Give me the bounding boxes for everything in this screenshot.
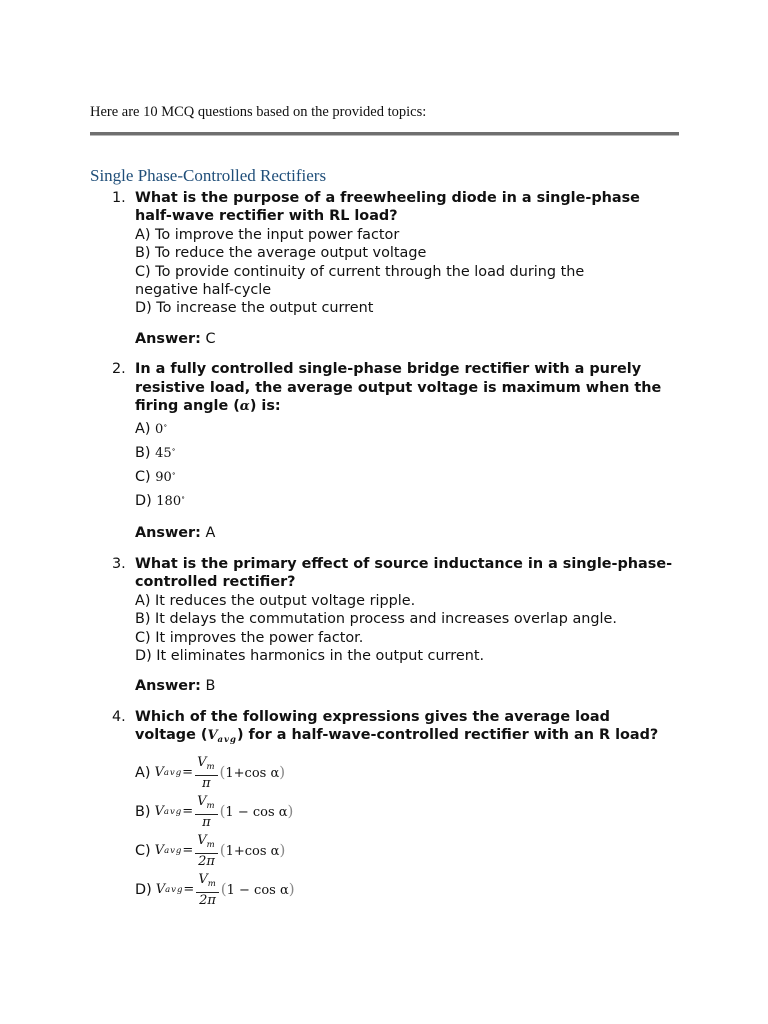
option-c: C) To provide continuity of current through the load during the negative half-cycle [135, 263, 585, 299]
question-text: Which of the following expressions gives the average load voltage $(V_{avg})$ for a half-wave-controlled rectifier with an R load? [135, 708, 659, 746]
intro-text: Here are 10 MCQ questions based on the provided topics: [90, 104, 427, 120]
option-d: D) 180∘ [135, 493, 186, 510]
option-b: B) V avg = $\frac{V_m}{\pi}$ (1 − cos α) [135, 794, 294, 831]
option-c: C) 90∘ [135, 469, 176, 486]
option-d: D) V avg = $\frac{V_m}{2\pi}$ (1 − cos α) [135, 872, 295, 909]
answer-value: C [205, 330, 216, 347]
option-b: B) It delays the commutation process and increases overlap angle. [135, 611, 617, 628]
answer-value: B [205, 678, 216, 695]
question-2 [0, 360, 675, 543]
question-text: What is the purpose of a freewheeling diode in a single-phase half-wave rectifier with RL load? [135, 190, 640, 225]
question-4 [0, 708, 675, 910]
fraction: $\frac{V_m}{2\pi}$ [197, 833, 216, 870]
question-number: 2. [112, 361, 126, 378]
fraction: $\frac{V_m}{2\pi}$ [198, 872, 217, 909]
answer-label: Answer: [135, 330, 201, 347]
option-b: B) 45∘ [135, 445, 176, 462]
option-a: A) To improve the input power factor [135, 226, 400, 243]
option-d: D) To increase the output current [135, 300, 374, 317]
alpha-symbol: α [239, 399, 250, 415]
fraction: $\frac{V_m}{\pi}$ [197, 755, 216, 792]
fraction: $\frac{V_m}{\pi}$ [197, 794, 216, 831]
answer-line [135, 677, 675, 695]
option-b: B) To reduce the average output voltage [135, 245, 427, 262]
question-3 [0, 555, 675, 696]
question-text: What is the primary effect of source inductance in a single-phase-controlled rectifier? [135, 555, 673, 591]
answer-value: A [205, 525, 216, 542]
option-a: A) V avg = $\frac{V_m}{\pi}$ (1+cos α) [135, 755, 286, 792]
option-c: C) It improves the power factor. [135, 629, 364, 646]
option-a: A) 0∘ [135, 421, 168, 438]
answer-line [135, 524, 675, 542]
answer-label: Answer: [135, 525, 201, 542]
question-text: In a fully controlled single-phase bridge rectifier with a purely resistive load, the average output voltage is maximum when the firing angle (α) is: [135, 361, 662, 415]
question-number: 3. [112, 555, 126, 572]
question-number: 4. [112, 708, 126, 725]
section-title: Single Phase-Controlled Rectifiers [90, 166, 327, 185]
option-a: A) It reduces the output voltage ripple. [135, 592, 416, 609]
option-c: C) V avg = $\frac{V_m}{2\pi}$ (1+cos α) [135, 833, 286, 870]
answer-label: Answer: [135, 678, 201, 695]
answer-line [135, 330, 675, 348]
question-1 [0, 189, 675, 348]
horizontal-divider [90, 132, 679, 136]
question-number: 1. [112, 190, 126, 206]
question-list [0, 189, 768, 910]
option-d: D) It eliminates harmonics in the output current. [135, 647, 485, 664]
